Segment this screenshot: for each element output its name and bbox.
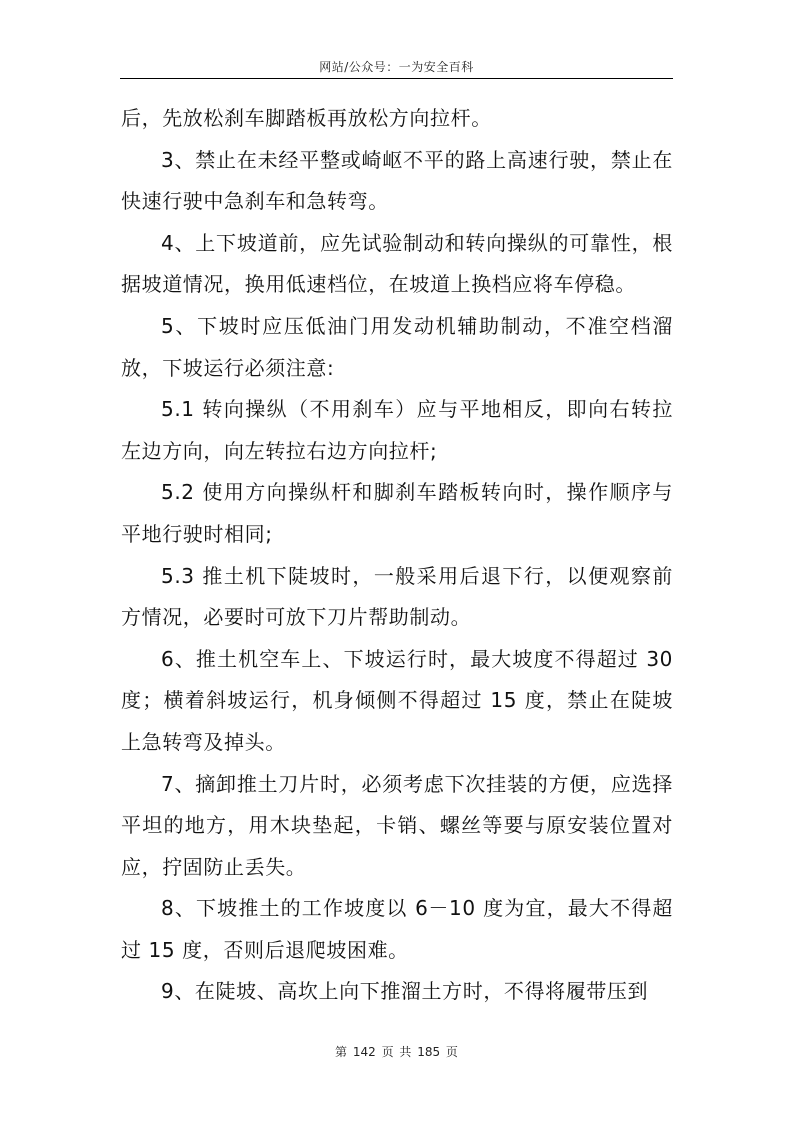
paragraph-continuation: 后，先放松刹车脚踏板再放松方向拉杆。 bbox=[121, 106, 492, 130]
paragraph-item-7: 7、摘卸推土刀片时，必须考虑下次挂装的方便，应选择平坦的地方，用木块垫起，卡销、螺丝等要与原安装位置对应，拧固防止丢失。 bbox=[121, 771, 673, 879]
page-header: 网站/公众号：一为安全百科 bbox=[319, 60, 474, 74]
paragraph-item-5: 5、下坡时应压低油门用发动机辅助制动，不准空档溜放，下坡运行必须注意: bbox=[121, 313, 673, 380]
paragraph-item-5-2: 5.2 使用方向操纵杆和脚刹车踏板转向时，操作顺序与平地行驶时相同; bbox=[121, 480, 673, 546]
paragraph-item-5-1: 5.1 转向操纵（不用刹车）应与平地相反，即向右转拉左边方向，向左转拉右边方向拉杆; bbox=[121, 397, 673, 463]
header-divider bbox=[120, 78, 673, 79]
paragraph-item-9: 9、在陡坡、高坎上向下推溜土方时，不得将履带压到 bbox=[161, 979, 649, 1004]
paragraph-item-6: 6、推土机空车上、下坡运行时，最大坡度不得超过 30 度；横着斜坡运行，机身倾侧不得超过 15 度，禁止在陡坡上急转弯及掉头。 bbox=[121, 646, 673, 754]
page-number-footer: 第 142 页 共 185 页 bbox=[335, 1045, 458, 1059]
paragraph-item-8: 8、下坡推土的工作坡度以 6－10 度为宜，最大不得超过 15 度，否则后退爬坡困难。 bbox=[121, 896, 673, 962]
document-body bbox=[121, 98, 673, 1013]
paragraph-item-3: 3、禁止在未经平整或崎岖不平的路上高速行驶，禁止在快速行驶中急刹车和急转弯。 bbox=[121, 147, 673, 214]
paragraph-item-5-3: 5.3 推土机下陡坡时，一般采用后退下行，以便观察前方情况，必要时可放下刀片帮助制动。 bbox=[121, 563, 673, 630]
paragraph-item-4: 4、上下坡道前，应先试验制动和转向操纵的可靠性，根据坡道情况，换用低速档位，在坡道上换档应将车停稳。 bbox=[121, 230, 673, 297]
